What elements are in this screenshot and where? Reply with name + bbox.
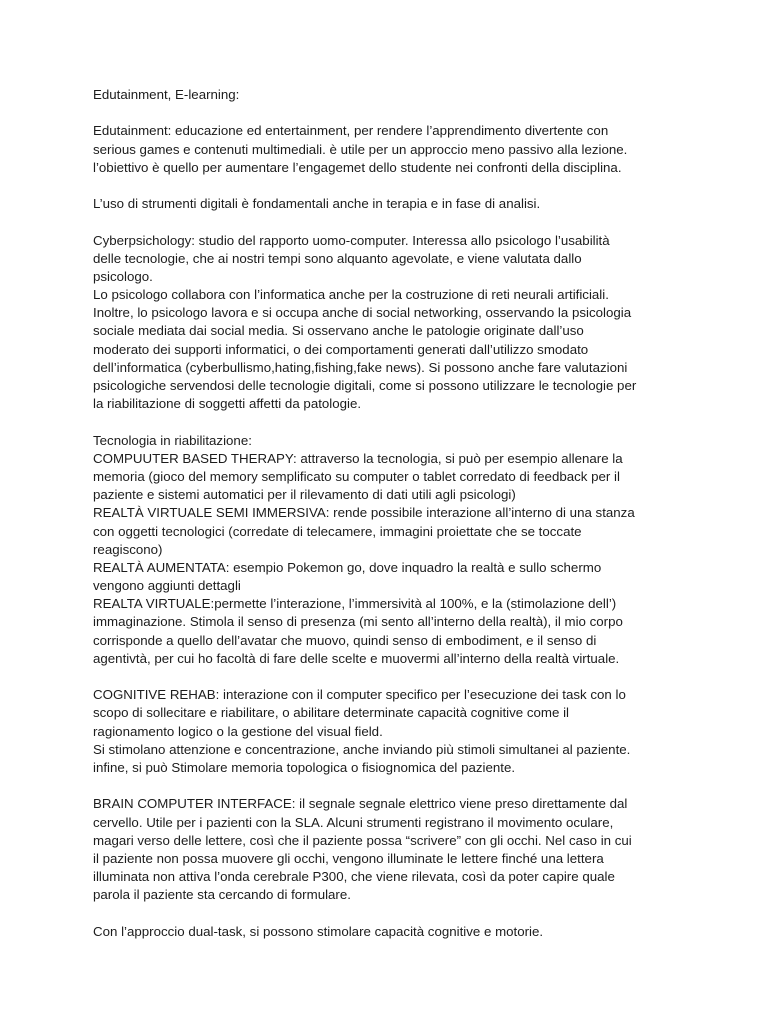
text-line: cervello. Utile per i pazienti con la SLA. Alcuni strumenti registrano il movimento oculare, <box>93 814 614 830</box>
text-line: COMPUUTER BASED THERAPY: attraverso la tecnologia, si può per esempio allenare la <box>93 450 623 466</box>
text-line: COGNITIVE REHAB: interazione con il computer specifico per l’esecuzione dei task con lo <box>93 687 626 703</box>
text-line: scopo di sollecitare e riabilitare, o abilitare determinate capacità cognitive come il <box>93 705 569 721</box>
text-line: illuminata non attiva l’onda cerebrale P300, che viene rilevata, così da poter capire quale <box>93 869 615 885</box>
text-line: psicologo. <box>93 268 153 284</box>
text-line: reagiscono) <box>93 541 163 557</box>
text-line: psicologiche servendosi delle tecnologie digitali, come si possono utilizzare le tecnologie per <box>93 378 637 393</box>
text-line: Tecnologia in riabilitazione: <box>93 432 252 448</box>
text-line: memoria (gioco del memory semplificato su computer o tablet corredato di feedback per il <box>93 468 620 484</box>
text-line: Cyberpsichology: studio del rapporto uomo-computer. Interessa allo psicologo l’usabilità <box>93 232 610 248</box>
text-line: delle tecnologie, che ai nostri tempi sono alquanto agevolate, e viene valutata dallo <box>93 250 582 266</box>
text-line: moderato dei supporti informatici, o dei comportamenti generati dall’utilizzo smodato <box>93 341 589 357</box>
rehab-technology-paragraph <box>93 432 693 668</box>
text-line: paziente e sistemi automatici per il rilevamento di dati utili agli psicologi) <box>93 487 516 503</box>
digital-tools-paragraph <box>93 195 693 213</box>
text-line: REALTÀ AUMENTATA: esempio Pokemon go, dove inquadro la realtà e sullo schermo <box>93 559 602 575</box>
edutainment-paragraph <box>93 122 693 177</box>
document-page <box>93 86 693 941</box>
text-line: BRAIN COMPUTER INTERFACE: il segnale segnale elettrico viene preso direttamente dal <box>93 796 628 812</box>
text-line: Con l’approccio dual-task, si possono stimolare capacità cognitive e motorie. <box>93 923 544 939</box>
cyberpsychology-paragraph <box>93 232 693 414</box>
text-line: agentivtà, per cui ho facoltà di fare delle scelte e muovermi all’interno della realtà virtuale. <box>93 650 620 666</box>
text-line: Si stimolano attenzione e concentrazione, anche inviando più stimoli simultanei al paziente. <box>93 741 631 757</box>
text-line: ragionamento logico o la gestione del visual field. <box>93 723 383 739</box>
text-line: l’obiettivo è quello per aumentare l’engagemet dello studente nei confronti della disciplina. <box>93 159 622 175</box>
text-line: vengono aggiunti dettagli <box>93 578 241 594</box>
text-line: L’uso di strumenti digitali è fondamentali anche in terapia e in fase di analisi. <box>93 196 541 212</box>
text-line: immaginazione. Stimola il senso di presenza (mi sento all’interno della realtà), il mio corpo <box>93 614 623 630</box>
text-line: con oggetti tecnologici (corredate di telecamere, immagini proiettate che se toccate <box>93 523 582 539</box>
text-line: sociale mediata dai social media. Si osservano anche le patologie originate dall’uso <box>93 323 584 339</box>
brain-computer-interface-paragraph <box>93 795 693 904</box>
text-line: dell’informatica (cyberbullismo,hating,fishing,fake news). Si possono anche fare valutazioni <box>93 359 628 375</box>
text-line: infine, si può Stimolare memoria topologica o fisiognomica del paziente. <box>93 759 516 775</box>
dual-task-paragraph <box>93 923 693 941</box>
text-line: REALTÀ VIRTUALE SEMI IMMERSIVA: rende possibile interazione all’interno di una stanza <box>93 505 635 521</box>
text-line: Edutainment, E-learning: <box>93 87 240 102</box>
text-line: REALTA VIRTUALE:permette l’interazione, l’immersività al 100%, e la (stimolazione dell’) <box>93 596 617 612</box>
text-line: Lo psicologo collabora con l’informatica anche per la costruzione di reti neurali artificiali. <box>93 287 609 303</box>
cognitive-rehab-paragraph <box>93 686 693 777</box>
text-line: Edutainment: educazione ed entertainment, per rendere l’apprendimento divertente con <box>93 123 609 139</box>
text-line: il paziente non possa muovere gli occhi, vengono illuminate le lettere finché una lettera <box>93 850 604 866</box>
text-line: Inoltre, lo psicologo lavora e si occupa anche di social networking, osservando la psicologia <box>93 305 632 321</box>
text-line: magari verso delle lettere, così che il paziente possa “scrivere” con gli occhi. Nel caso in cui <box>93 832 632 848</box>
heading-paragraph <box>93 86 693 104</box>
text-line: serious games e contenuti multimediali. è utile per un approccio meno passivo alla lezione. <box>93 141 628 157</box>
text-line: corrisponde a quello dell’avatar che muovo, quindi senso di embodiment, e il senso di <box>93 632 597 648</box>
text-line: parola il paziente sta cercando di formulare. <box>93 887 351 903</box>
text-line: la riabilitazione di soggetti affetti da patologie. <box>93 396 362 412</box>
